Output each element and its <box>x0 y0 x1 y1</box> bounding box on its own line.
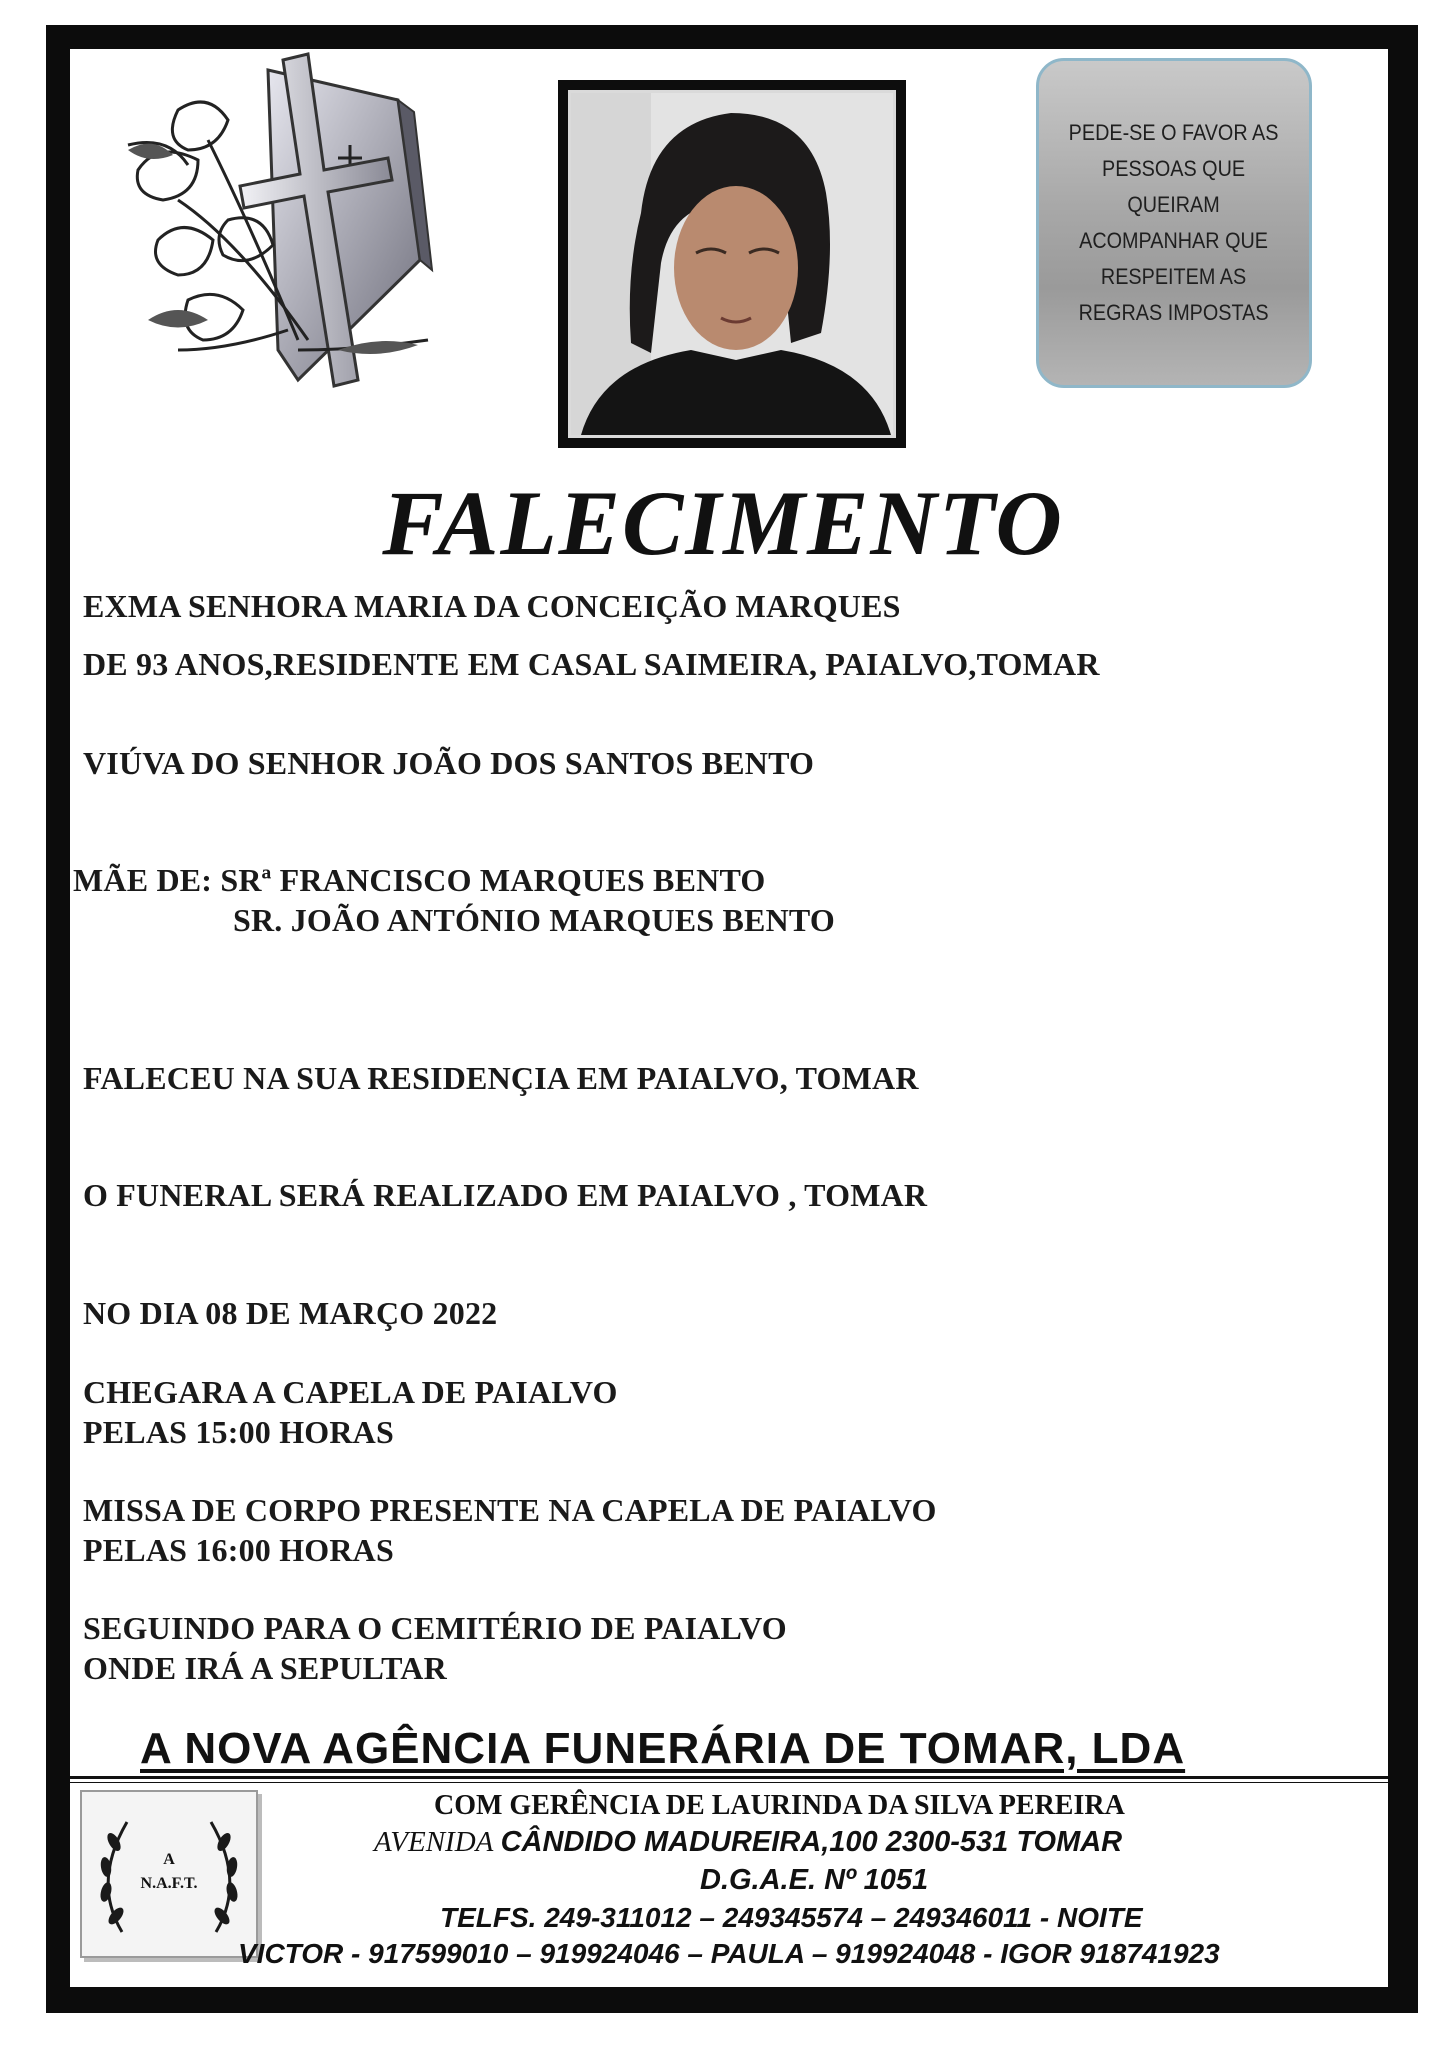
page-title: FALECIMENTO <box>382 472 1064 574</box>
address-prefix: AVENIDA <box>374 1826 494 1858</box>
death-place-line: FALECEU NA SUA RESIDENÇIA EM PAIALVO, TOMAR <box>83 1060 919 1096</box>
cemetery-line: SEGUINDO PARA O CEMITÉRIO DE PAIALVO <box>83 1610 787 1646</box>
mother-of-line: MÃE DE: SRª FRANCISCO MARQUES BENTO <box>73 862 766 898</box>
address-text: CÂNDIDO MADUREIRA,100 2300-531 TOMAR <box>500 1826 1123 1858</box>
agency-contacts: VICTOR - 917599010 – 919924046 – PAULA – 919924048 - IGOR 918741923 <box>238 1938 1220 1969</box>
mother-of-second-line: SR. JOÃO ANTÓNIO MARQUES BENTO <box>233 902 835 938</box>
footer-divider <box>70 1776 1388 1779</box>
widow-line: VIÚVA DO SENHOR JOÃO DOS SANTOS BENTO <box>83 745 815 781</box>
portrait-photo <box>568 90 896 438</box>
agency-address <box>374 1826 1122 1859</box>
deceased-residence-line: DE 93 ANOS,RESIDENTE EM CASAL SAIMEIRA, PAIALVO,TOMAR <box>83 646 1100 682</box>
footer-divider-thin <box>70 1782 1388 1783</box>
agency-phones: TELFS. 249-311012 – 249345574 – 249346011 - NOITE <box>440 1902 1143 1933</box>
chapel-arrival-line: CHEGARA A CAPELA DE PAIALVO <box>83 1374 618 1410</box>
portrait-photo-frame <box>558 80 906 448</box>
notice-text: PEDE-SE O FAVOR AS PESSOAS QUE QUEIRAM ACOMPANHAR QUE RESPEITEM AS REGRAS IMPOSTAS <box>1069 120 1279 325</box>
agency-manager: COM GERÊNCIA DE LAURINDA DA SILVA PEREIRA <box>434 1790 1125 1821</box>
chapel-arrival-time: PELAS 15:00 HORAS <box>83 1414 394 1450</box>
deceased-name-line: EXMA SENHORA MARIA DA CONCEIÇÃO MARQUES <box>83 588 901 624</box>
funeral-place-line: O FUNERAL SERÁ REALIZADO EM PAIALVO , TOMAR <box>83 1177 928 1213</box>
cross-bible-lilies-illustration <box>118 50 440 410</box>
burial-line: ONDE IRÁ A SEPULTAR <box>83 1650 447 1686</box>
agency-name: A NOVA AGÊNCIA FUNERÁRIA DE TOMAR, LDA <box>140 1724 1186 1773</box>
logo-text: N.A.F.T. <box>140 1875 198 1892</box>
notice-box <box>1036 58 1312 388</box>
agency-logo <box>80 1790 258 1958</box>
funeral-date-line: NO DIA 08 DE MARÇO 2022 <box>83 1295 498 1331</box>
agency-dgae: D.G.A.E. Nº 1051 <box>700 1864 929 1896</box>
mass-line: MISSA DE CORPO PRESENTE NA CAPELA DE PAIALVO <box>83 1492 937 1528</box>
mass-time: PELAS 16:00 HORAS <box>83 1532 394 1568</box>
logo-letter: A <box>163 1851 175 1868</box>
